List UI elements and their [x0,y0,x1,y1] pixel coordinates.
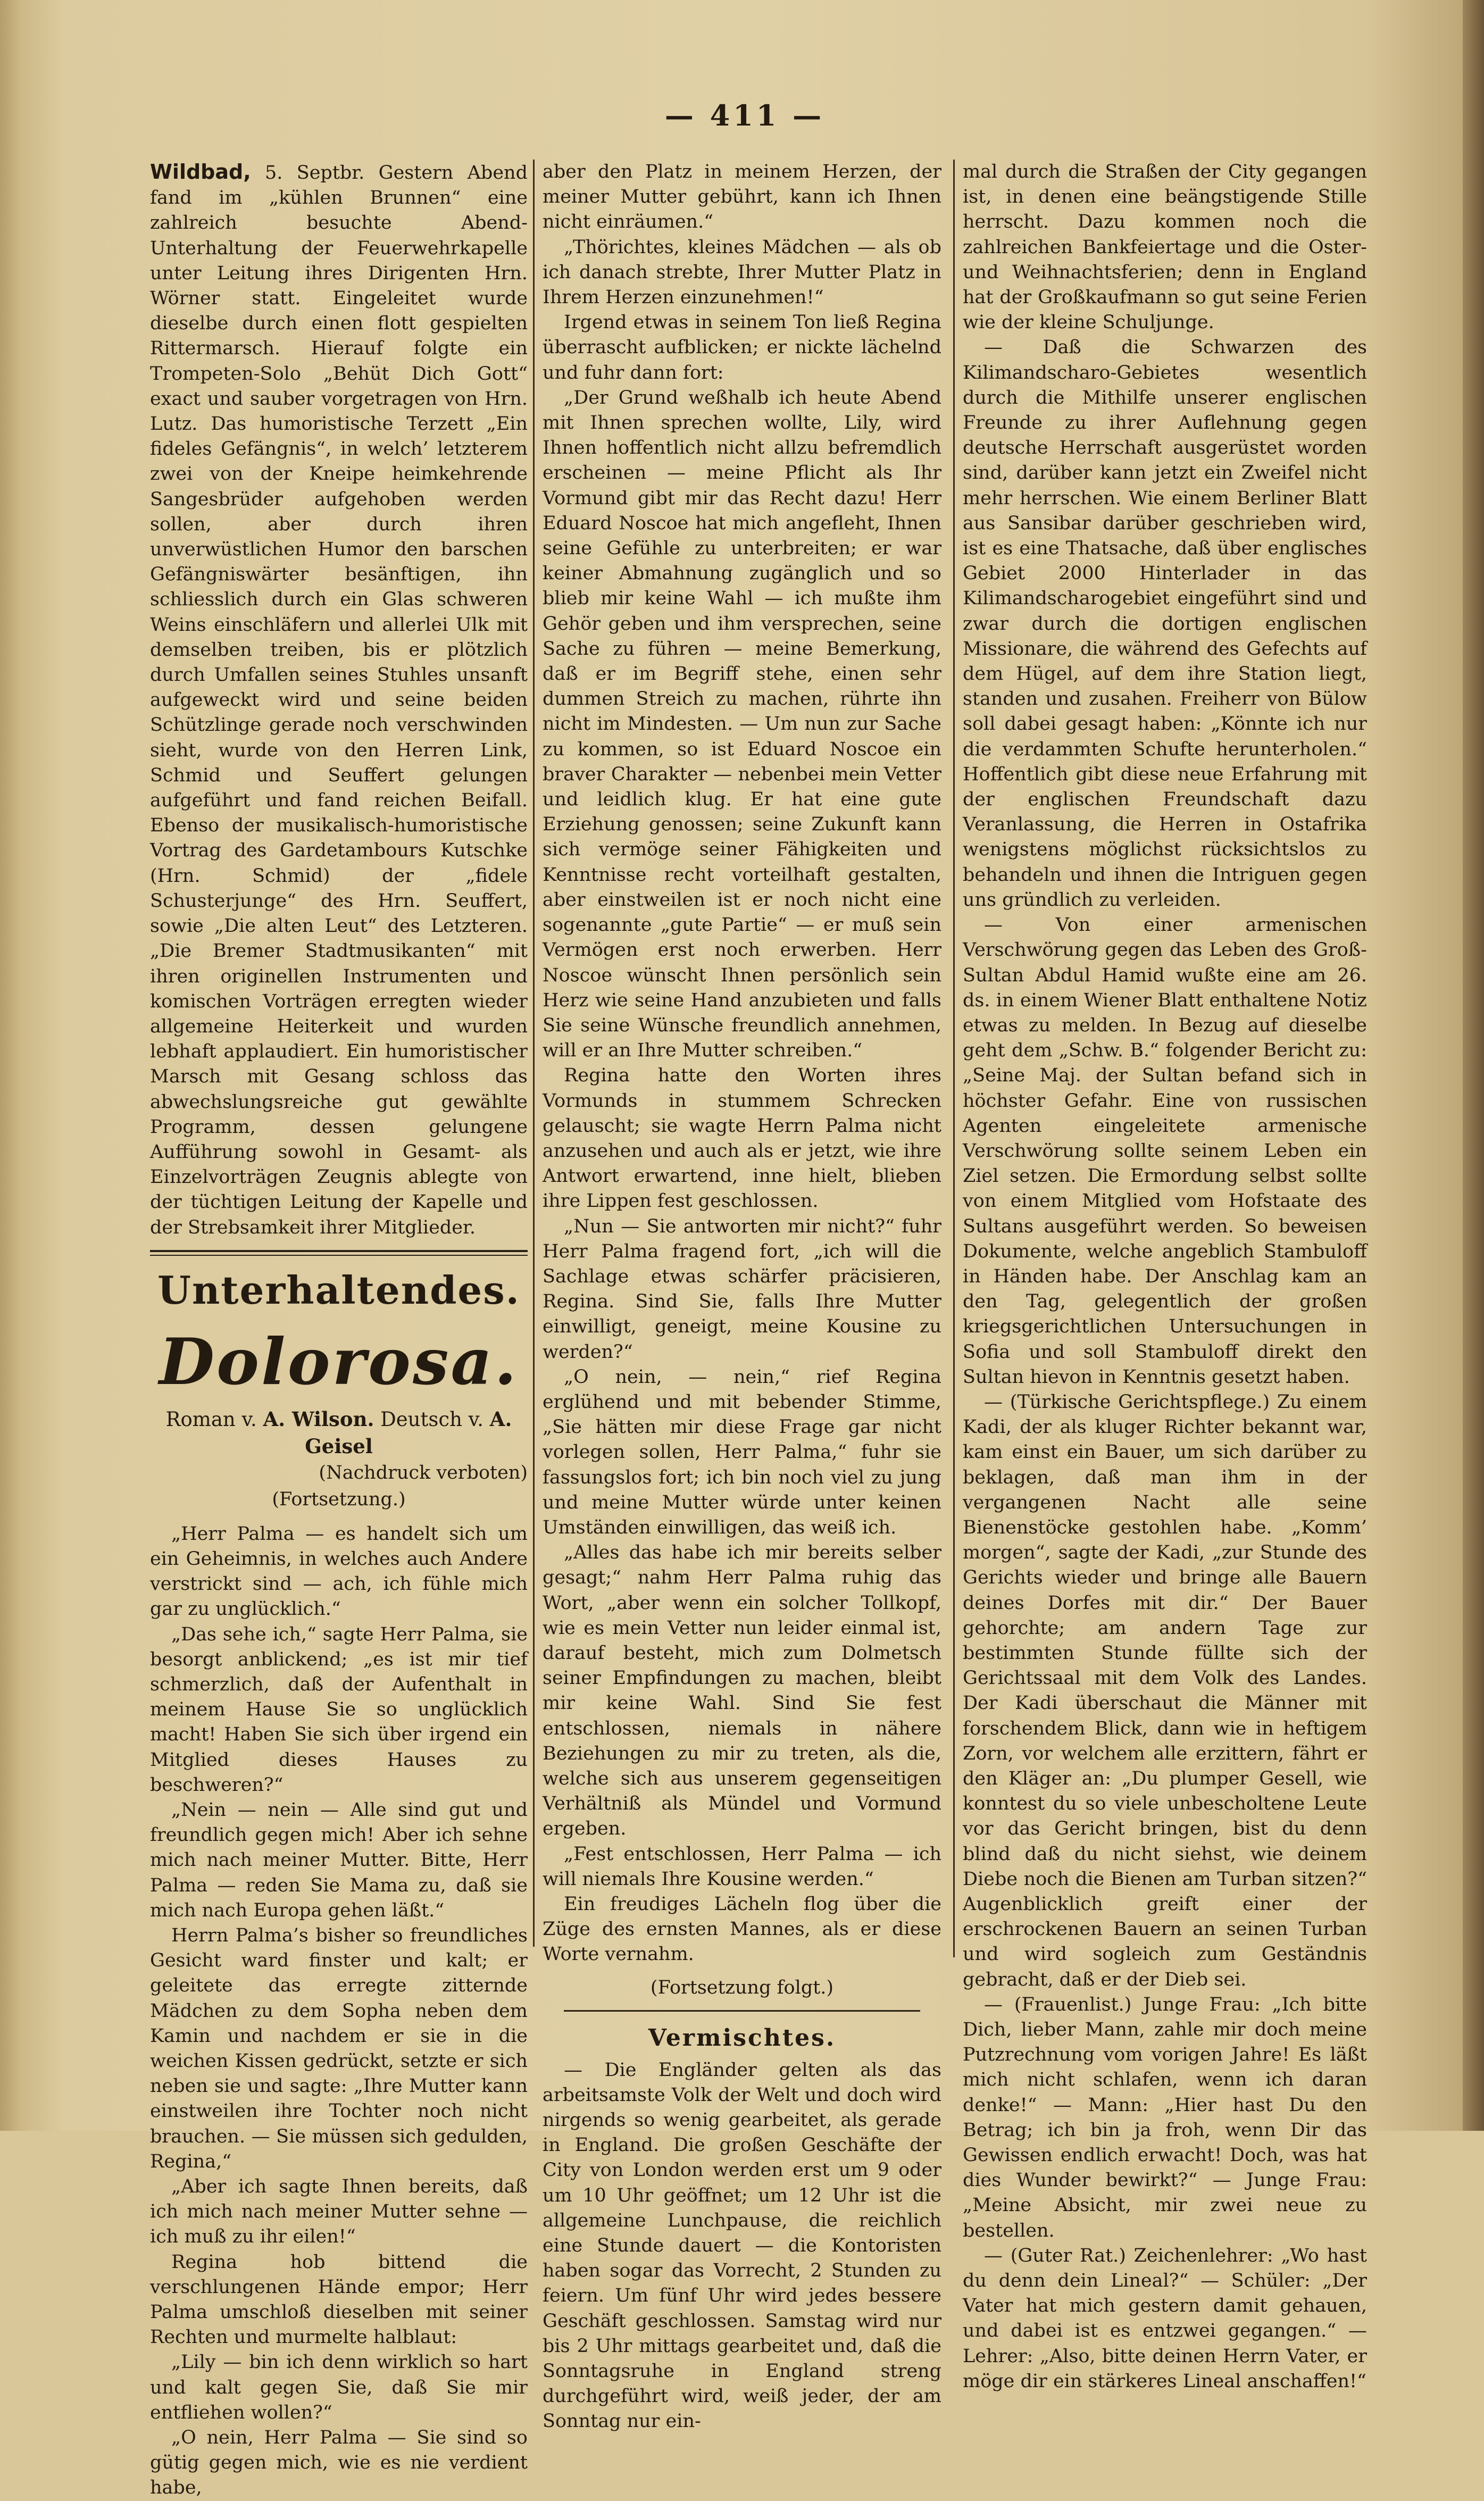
continuation-note: (Fortsetzung folgt.) [650,1977,834,1998]
article-dateline-place: Wildbad, [150,160,251,184]
novel-paragraph: Regina hob bittend die verschlungenen Hände empor; Herr Palma umschloß dieselben mit seiner Rechten und murmelte halblaut: [150,2251,528,2348]
section-heading: Unterhaltendes. [157,1267,520,1313]
novel-paragraph: „Lily — bin ich denn wirklich so hart und kalt gegen Sie, daß Sie mir entfliehen wollen?“ [150,2352,528,2423]
novel-title: Dolorosa. [159,1324,519,1399]
novel-paragraph: „Alles das habe ich mir bereits selber gesagt;“ nahm Herr Palma ruhig das Wort, „aber wenn ein solcher Tollkopf, wie es mein Vetter nun leider einmal ist, darauf besteht, mich zum Dolmetsch seiner Empfindungen zu machen, bleibt mir keine Wahl. Sind Sie fest entschlossen, niemals in nähere Beziehungen zu mir zu treten, als die, welche sich aus unserem gegenseitigen Verhältniß als Mündel und Vormund ergeben. [543,1542,941,1840]
novel-byline [150,1406,528,1460]
byline-mid: Deutsch v. [380,1407,483,1431]
vermischtes-heading: Vermischtes. [648,2024,836,2052]
news-paragraph: — Daß die Schwarzen des Kilimandscharo-Gebietes wesentlich durch die Mithilfe unserer englischen Freunde zu ihrer Auflehnung gegen deutsche Herrschaft ausgerüstet worden sind, darüber kann jetzt ein Zweifel nicht mehr herrschen. Wie einem Berliner Blatt aus Sansibar darüber geschrieben wird, ist es eine Thatsache, daß über englisches Gebiet 2000 Hinterlader in das Kilimandscharogebiet eingeführt sind und zwar durch die dortigen englischen Missionare, die während des Gefechts auf dem Hügel, auf dem ihre Station liegt, standen und zusahen. Freiherr von Bülow soll dabei gesagt haben: „Könnte ich nur die verdammten Schufte herunterholen.“ Hoffentlich gibt diese neue Erfahrung mit der englischen Freundschaft dazu Veranlassung, die Herren in Ostafrika wenigstens möglichst rücksichtslos zu behandeln und ihnen die Intriguen gegen uns gründlich zu verleiden. [963,337,1367,911]
novel-paragraph: „Nein — nein — Alle sind gut und freundlich gegen mich! Aber ich sehne mich nach meiner Mutter. Bitte, Herr Palma — reden Sie Mama zu, daß sie mich nach Europa gehen läßt.“ [150,1799,528,1921]
byline-author: A. Wilson. [263,1407,374,1431]
novel-paragraph: Regina hatte den Worten ihres Vormunds in stummem Schrecken gelauscht; sie wagte Herrn Palma nicht anzusehen und auch als er jetzt, wie ihre Antwort erwartend, inne hielt, blieben ihre Lippen fest geschlossen. [543,1065,941,1212]
novel-paragraph: „O nein, Herr Palma — Sie sind so gütig gegen mich, wie es nie verdient habe, [150,2427,528,2499]
wildbad-article [150,160,528,1240]
news-paragraph: mal durch die Straßen der City gegangen ist, in denen eine beängstigende Stille herrscht. Dazu kommen noch die zahlreichen Bankfeiertage und die Oster- und Weihnachtsferien; denn in England hat der Großkaufmann so gut seine Ferien wie der kleine Schuljunge. [963,161,1367,334]
news-paragraph: — (Frauenlist.) Junge Frau: „Ich bitte Dich, lieber Mann, zahle mir doch meine Putzrechnung vom vorigen Jahre! Es läßt mich nicht schlafen, wenn ich daran denke!“ — Mann: „Hier hast Du den Betrag; ich bin ja froh, wenn Dir das Gewissen endlich erwacht! Doch, was hat dies Wunder bewirkt?“ — Junge Frau: „Meine Absicht, mir zwei neue zu bestellen. [963,1994,1367,2241]
column-2 [543,160,941,2435]
novel-paragraph: „Nun — Sie antworten mir nicht?“ fuhr Herr Palma fragend fort, „ich will die Sachlage etwas schärfer präcisieren, Regina. Sind Sie, falls Ihre Mutter einwilligt, geneigt, meine Kousine zu werden?“ [543,1215,941,1363]
continuation-note: (Fortsetzung.) [272,1488,406,1510]
section-divider [150,1250,528,1256]
reprint-note: (Nachdruck verboten) [319,1462,528,1483]
news-paragraph: — (Türkische Gerichtspflege.) Zu einem Kadi, der als kluger Richter bekannt war, kam einst ein Bauer, um sich darüber zu beklagen, daß man ihm in der vergangenen Nacht alle seine Bienenstöcke gestohlen habe. „Komm’ morgen“, sagte der Kadi, „zur Stunde des Gerichts wieder und bringe alle Bauern deines Dorfes mit dir.“ Der Bauer gehorchte; am andern Tage zur bestimmten Stunde füllte sich der Gerichtssaal mit dem Volk des Landes. Der Kadi überschaut die Männer mit forschendem Blick, dann wie in heftigem Zorn, vor welchem alle erzittern, fährt er den Kläger an: „Du plumper Gesell, wie konntest du so viele unbescholtene Leute vor das Gericht bringen, bist du denn blind daß du nicht siehst, wie deinem Diebe noch die Bienen am Turban sitzen?“ Augenblicklich greift einer der erschrockenen Bauern an seinen Turban und wird sogleich zum Geständnis gebracht, daß er der Dieb sei. [963,1391,1367,1990]
news-paragraph: — Die Engländer gelten als das arbeitsamste Volk der Welt und doch wird nirgends so wenig gearbeitet, als gerade in England. Die großen Geschäfte der City von London werden erst um 9 oder um 10 Uhr geöffnet; um 12 Uhr ist die allgemeine Lunchpause, die reichlich eine Stunde dauert — die Kontoristen haben sogar das Vorrecht, 2 Stunden zu feiern. Um fünf Uhr wird jedes bessere Geschäft geschlossen. Samstag wird nur bis 2 Uhr mittags gearbeitet und, daß die Sonntagsruhe in England streng durchgeführt wird, weiß jeder, der am Sonntag nur ein- [543,2059,941,2432]
novel-paragraph: Ein freudiges Lächeln flog über die Züge des ernsten Mannes, als er diese Worte vernahm. [543,1894,941,1965]
page-binding-edge [1463,0,1484,2131]
section-divider [564,2010,920,2012]
novel-paragraph: Irgend etwas in seinem Ton ließ Regina überrascht aufblicken; er nickte lächelnd und fuhr dann fort: [543,312,941,384]
news-paragraph: — Von einer armenischen Verschwörung gegen das Leben des Groß-Sultan Abdul Hamid wußte eine am 26. ds. in einem Wiener Blatt enthaltene Notiz etwas zu melden. In Bezug auf dieselbe geht dem „Schw. B.“ folgender Bericht zu: „Seine Maj. der Sultan befand sich in höchster Gefahr. Eine von russischen Agenten eingeleitete armenische Verschwörung sollte seinem Leben ein Ziel setzen. Die Ermordung selbst sollte von einem Mitglied vom Hofstaate des Sultans ausgeführt werden. So beweisen Dokumente, welche angeblich Stambuloff in Händen habe. Der Anschlag kam an den Tag, gelegentlich der großen kriegsgerichtlichen Untersuchungen in Sofia und soll Stambuloff direkt den Sultan hievon in Kenntnis gesetzt haben. [963,914,1367,1388]
column-divider-2 [953,160,955,1957]
novel-paragraph: aber den Platz in meinem Herzen, der meiner Mutter gebührt, kann ich Ihnen nicht einräumen.“ [543,161,941,233]
novel-paragraph: „Das sehe ich,“ sagte Herr Palma, sie besorgt anblickend; „es ist mir tief schmerzlich, daß der Aufenthalt in meinem Hause Sie so unglücklich macht! Haben Sie sich über irgend ein Mitglied dieses Hauses zu beschweren?“ [150,1623,528,1796]
novel-paragraph: „O nein, — nein,“ rief Regina erglühend und mit bebender Stimme, „Sie hätten mir diese Frage gar nicht vorlegen sollen, Herr Palma,“ fuhr sie fassungslos fort; ich bin noch viel zu jung und meine Mutter würde unter keinen Umständen einwilligen, das weiß ich. [543,1366,941,1538]
page-number: — 411 — [664,98,825,132]
novel-paragraph: „Aber ich sagte Ihnen bereits, daß ich mich nach meiner Mutter sehne — ich muß zu ihr eilen!“ [150,2176,528,2248]
column-divider-1 [533,160,535,1947]
novel-paragraph: „Fest entschlossen, Herr Palma — ich will niemals Ihre Kousine werden.“ [543,1843,941,1890]
novel-paragraph: „Herr Palma — es handelt sich um ein Geheimnis, in welches auch Andere verstrickt sind — ach, ich fühle mich gar zu unglücklich.“ [150,1523,528,1620]
novel-paragraph: Herrn Palma’s bisher so freundliches Gesicht ward finster und kalt; er geleitete das erregte zitternde Mädchen zu dem Sopha neben dem Kamin und nachdem er sie in die weichen Kissen gedrückt, setzte er sich neben sie und sagte: „Ihre Mutter kann einstweilen ihre Tochter noch nicht brauchen. — Sie müssen sich gedulden, Regina,“ [150,1924,528,2172]
news-paragraph: — (Guter Rat.) Zeichenlehrer: „Wo hast du denn dein Lineal?“ — Schüler: „Der Vater hat mich gestern damit gehauen, und dabei ist es entzwei gegangen.“ — Lehrer: „Also, bitte deinen Herrn Vater, er möge dir ein stärkeres Lineal anschaffen!“ [963,2245,1367,2392]
column-1 [150,160,528,2501]
byline-prefix: Roman v. [165,1407,257,1431]
novel-paragraph: „Thörichtes, kleines Mädchen — als ob ich danach strebte, Ihrer Mutter Platz in Ihrem Herzen einzunehmen!“ [543,236,941,309]
column-3 [963,160,1367,2394]
byline-translator: A. Geisel [305,1407,512,1458]
novel-paragraph: „Der Grund weßhalb ich heute Abend mit Ihnen sprechen wollte, Lily, wird Ihnen hoffentlich nicht allzu befremdlich erscheinen — meine Pflicht als Ihr Vormund gibt mir das Recht dazu! Herr Eduard Noscoe hat mich angefleht, Ihnen seine Gefühle zu unterbreiten; er war keiner Abmahnung zugänglich und so blieb mir keine Wahl — ich mußte ihm Gehör geben und ihm versprechen, seine Sache zu führen — meine Bemerkung, daß er im Begriff stehe, einen sehr dummen Streich zu machen, rührte ihn nicht im Mindesten. — Um nun zur Sache zu kommen, so ist Eduard Noscoe ein braver Charakter — nebenbei mein Vetter und leidlich klug. Er hat eine gute Erziehung genossen; seine Zukunft kann sich vermöge seiner Fähigkeiten und Kenntnisse recht vorteilhaft gestalten, aber einstweilen ist er noch nicht eine sogenannte „gute Partie“ — er muß sein Vermögen erst noch erwerben. Herr Noscoe wünscht Ihnen persönlich sein Herz wie seine Hand anzubieten und falls Sie seine Wünsche freundlich annehmen, will er an Ihre Mutter schreiben.“ [543,387,941,1062]
article-body: 5. Septbr. Gestern Abend fand im „kühlen Brunnen“ eine zahlreich besuchte Abend-Unterhaltung der Feuerwehrkapelle unter Leitung ihres Dirigenten Hrn. Wörner statt. Eingeleitet wurde dieselbe durch einen flott gespielten Rittermarsch. Hierauf folgte ein Trompeten-Solo „Behüt Dich Gott“ exact und sauber vorgetragen von Hrn. Lutz. Das humoristische Terzett „Ein fideles Gefängnis“, in welch’ letzterem zwei von der Kneipe heimkehrende Sangesbrüder aufgehoben werden sollen, aber durch ihren unverwüstlichen Humor den barschen Gefängniswärter besänftigen, ihn schliesslich durch ein Glas schweren Weins einschläfern und allerlei Ulk mit demselben treiben, bis er plötzlich durch Umfallen seines Stuhles unsanft aufgeweckt wird und seine beiden Schützlinge gerade noch verschwinden sieht, wurde von den Herren Link, Schmid und Seuffert gelungen aufgeführt und fand reichen Beifall. Ebenso der musikalisch-humoristische Vortrag des Gardetambours Kutschke (Hrn. Schmid) der „fidele Schusterjunge“ des Hrn. Seuffert, sowie „Die alten Leut“ des Letzteren. „Die Bremer Stadtmusikanten“ mit ihren originellen Instrumenten und komischen Vorträgen erregten wieder allgemeine Heiterkeit und wurden lebhaft applaudiert. Ein humoristischer Marsch mit Gesang schloss das abwechslungsreiche gut gewählte Programm, dessen gelungene Aufführung sowohl in Gesamt- als Einzelvorträgen Zeugnis ablegte von der tüchtigen Leitung der Kapelle und der Strebsamkeit ihrer Mitglieder. [150,162,528,1238]
